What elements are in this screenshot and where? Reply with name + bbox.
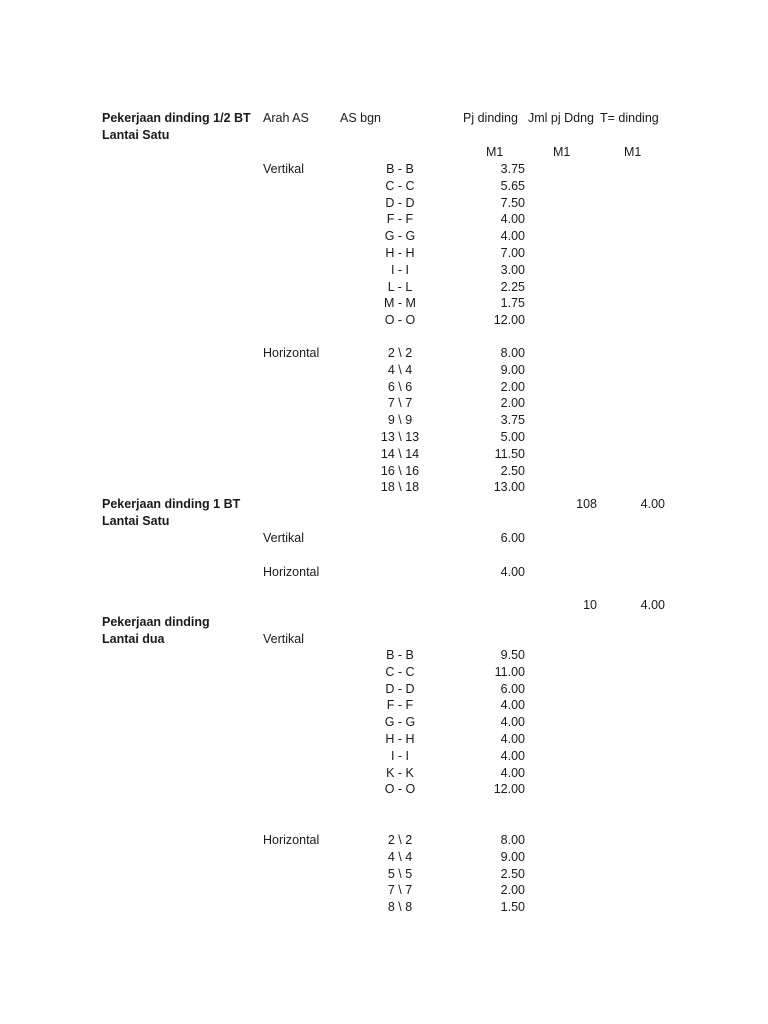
as-bgn-cell: O - O [384,313,416,328]
as-bgn-cell: G - G [384,715,416,730]
section-subtitle-lantai-satu: Lantai Satu [102,128,170,142]
as-bgn-cell: I - I [390,748,410,763]
pj-dinding-cell: 4.00 [500,732,525,746]
section-title-half-bt: Pekerjaan dinding 1/2 BT [102,111,251,125]
pj-dinding-cell: 2.50 [500,866,525,881]
section-subtitle-lantai-dua: Lantai dua [102,632,165,646]
as-bgn-cell: 6 \ 6 [387,379,413,394]
pj-dinding-cell: 2.50 [500,463,525,478]
as-bgn-cell: 18 \ 18 [380,480,420,495]
label-vertikal-3: Vertikal [263,632,304,646]
pj-dinding-cell: 4.00 [500,698,525,713]
pj-dinding-cell: 12.00 [493,782,525,797]
section-title-lantai-dua: Pekerjaan dinding [102,615,210,629]
as-bgn-cell: C - C [385,178,415,193]
as-bgn-cell: 2 \ 2 [387,346,413,360]
as-bgn-cell: 14 \ 14 [380,446,420,461]
as-bgn-cell: F - F [386,212,414,227]
pj-dinding-cell: 4.00 [500,212,525,227]
as-bgn-cell: 7 \ 7 [387,396,413,411]
as-bgn-cell: 5 \ 5 [387,866,413,881]
as-bgn-cell: D - D [385,681,415,696]
as-bgn-cell: 2 \ 2 [387,833,413,847]
pj-dinding-cell: 3.00 [500,262,525,277]
as-bgn-cell: 4 \ 4 [387,849,413,864]
column-header-jml-pj-ddng: Jml pj Ddng [528,111,594,125]
as-bgn-cell: K - K [386,765,414,780]
pj-dinding-cell: 2.00 [500,396,525,411]
column-header-as-bgn: AS bgn [340,111,382,125]
as-bgn-cell: 13 \ 13 [380,430,420,444]
as-bgn-cell: B - B [386,162,414,176]
as-bgn-cell: 8 \ 8 [387,900,413,915]
pj-dinding-cell: 4.00 [500,765,525,780]
sec1-t-total: 4.00 [640,497,665,511]
unit-jml: M1 [553,145,571,159]
pj-dinding-cell: 7.50 [500,195,525,210]
pj-dinding-cell: 9.00 [500,362,525,377]
unit-t: M1 [624,145,642,159]
column-header-t-dinding: T= dinding [600,111,659,125]
as-bgn-cell: O - O [384,782,416,797]
label-horizontal: Horizontal [263,346,320,360]
pj-dinding-cell: 6.00 [500,681,525,696]
as-bgn-cell: G - G [384,229,416,244]
as-bgn-cell: I - I [390,262,410,277]
sec2-horizontal-pj: 4.00 [500,565,525,579]
unit-pj: M1 [486,145,504,159]
pj-dinding-cell: 8.00 [500,833,525,847]
pj-dinding-cell: 4.00 [500,715,525,730]
sec1-jml-total: 108 [576,497,597,511]
section-title-one-bt: Pekerjaan dinding 1 BT [102,497,241,511]
pj-dinding-cell: 2.25 [500,279,525,294]
as-bgn-cell: D - D [385,195,415,210]
pj-dinding-cell: 8.00 [500,346,525,360]
as-bgn-cell: C - C [385,664,415,679]
as-bgn-cell: F - F [386,698,414,713]
as-bgn-cell: M - M [384,296,416,311]
pj-dinding-cell: 11.00 [494,664,525,679]
as-bgn-cell: 4 \ 4 [387,362,413,377]
pj-dinding-cell: 5.00 [500,430,525,444]
as-bgn-cell: 16 \ 16 [380,463,420,478]
as-bgn-cell: H - H [385,246,415,260]
pj-dinding-cell: 9.00 [500,849,525,864]
column-header-arah-as: Arah AS [263,111,309,125]
label-horizontal-2: Horizontal [263,565,320,579]
label-vertikal-2: Vertikal [263,531,304,545]
as-bgn-cell: L - L [387,279,413,294]
pj-dinding-cell: 13.00 [493,480,525,495]
pj-dinding-cell: 5.65 [500,178,525,193]
pj-dinding-cell: 4.00 [500,229,525,244]
label-horizontal-3: Horizontal [263,833,320,847]
pj-dinding-cell: 3.75 [500,413,525,428]
sec2-t-total: 4.00 [640,598,665,612]
pj-dinding-cell: 2.00 [500,883,525,898]
pj-dinding-cell: 11.50 [494,446,525,461]
section-subtitle-lantai-satu-2: Lantai Satu [102,514,170,528]
pj-dinding-cell: 9.50 [500,648,525,662]
as-bgn-cell: B - B [386,648,414,662]
pj-dinding-cell: 2.00 [500,379,525,394]
pj-dinding-cell: 1.50 [500,900,525,915]
pj-dinding-cell: 12.00 [493,313,525,328]
as-bgn-cell: 7 \ 7 [387,883,413,898]
pj-dinding-cell: 3.75 [500,162,525,176]
sec2-vertikal-pj: 6.00 [500,531,525,545]
pj-dinding-cell: 1.75 [500,296,525,311]
as-bgn-cell: 9 \ 9 [387,413,413,428]
column-header-pj-dinding: Pj dinding [463,111,518,125]
as-bgn-cell: H - H [385,732,415,746]
pj-dinding-cell: 4.00 [500,748,525,763]
label-vertikal: Vertikal [263,162,304,176]
pj-dinding-cell: 7.00 [500,246,525,260]
sec2-jml-total: 10 [583,598,597,612]
